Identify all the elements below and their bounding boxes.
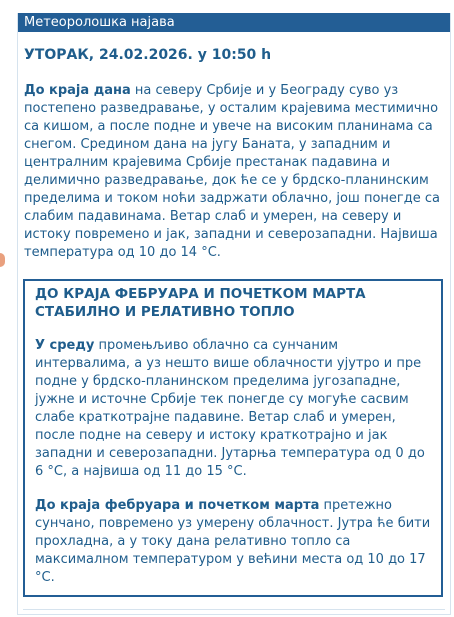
today-forecast bbox=[24, 82, 442, 262]
header-title: Метеоролошка најава bbox=[24, 15, 175, 30]
end-of-month-text: претежно сунчано, повремено уз умерену облачност. Јутра ће бити прохладна, а у току дана релативно топло са максималном температуром у већини места од 10 до 17 °C. bbox=[35, 498, 431, 585]
end-of-month-forecast bbox=[35, 497, 433, 587]
wednesday-text: промењљиво облачно са сунчаним интервалима, а уз нешто више облачности ујутро и пре подне у брдско-планинском пределима југозападне, јужне и источне Србије тек понегде су могуће сасвим слабе краткотрајне падавине. Ветар слаб и умерен, после подне на северу и истоку краткотрајно и јак западни и северозападни. Јутарња температура од 0 до 6 °C, а највиша од 11 до 15 °C. bbox=[35, 338, 425, 479]
wednesday-lead: У среду bbox=[35, 338, 95, 353]
hand-pointer-icon bbox=[0, 253, 5, 267]
today-text: на северу Србије и у Београду суво уз постепено разведравање, у осталим крајевима местимично са кишом, а после подне и увече на високим планинама са снегом. Средином дана на југу Баната, у западним и централним крајевима Србије престанак падавина и делимично разведравање, док ће се у брдско-планинским пределима и током ноћи задржати облачно, још понегде са слабим падавинама. Ветар слаб и умерен, на северу и истоку повремено и јак, западни и северозападни. Највиша температура од 10 до 14 °C. bbox=[24, 83, 440, 260]
outlook-title: ДО КРАЈА ФЕБРУАРА И ПОЧЕТКОМ МАРТА СТАБИЛНО И РЕЛАТИВНО ТОПЛО bbox=[35, 286, 366, 320]
panel-header bbox=[18, 13, 450, 32]
forecast-date: УТОРАК, 24.02.2026. у 10:50 h bbox=[24, 47, 272, 63]
today-lead: До краја дана bbox=[24, 83, 131, 98]
bottom-divider bbox=[23, 609, 445, 610]
weather-forecast-panel bbox=[17, 13, 451, 615]
wednesday-forecast bbox=[35, 337, 433, 481]
end-of-month-lead: До краја фебруара и почетком марта bbox=[35, 498, 320, 513]
outlook-box bbox=[23, 279, 443, 597]
